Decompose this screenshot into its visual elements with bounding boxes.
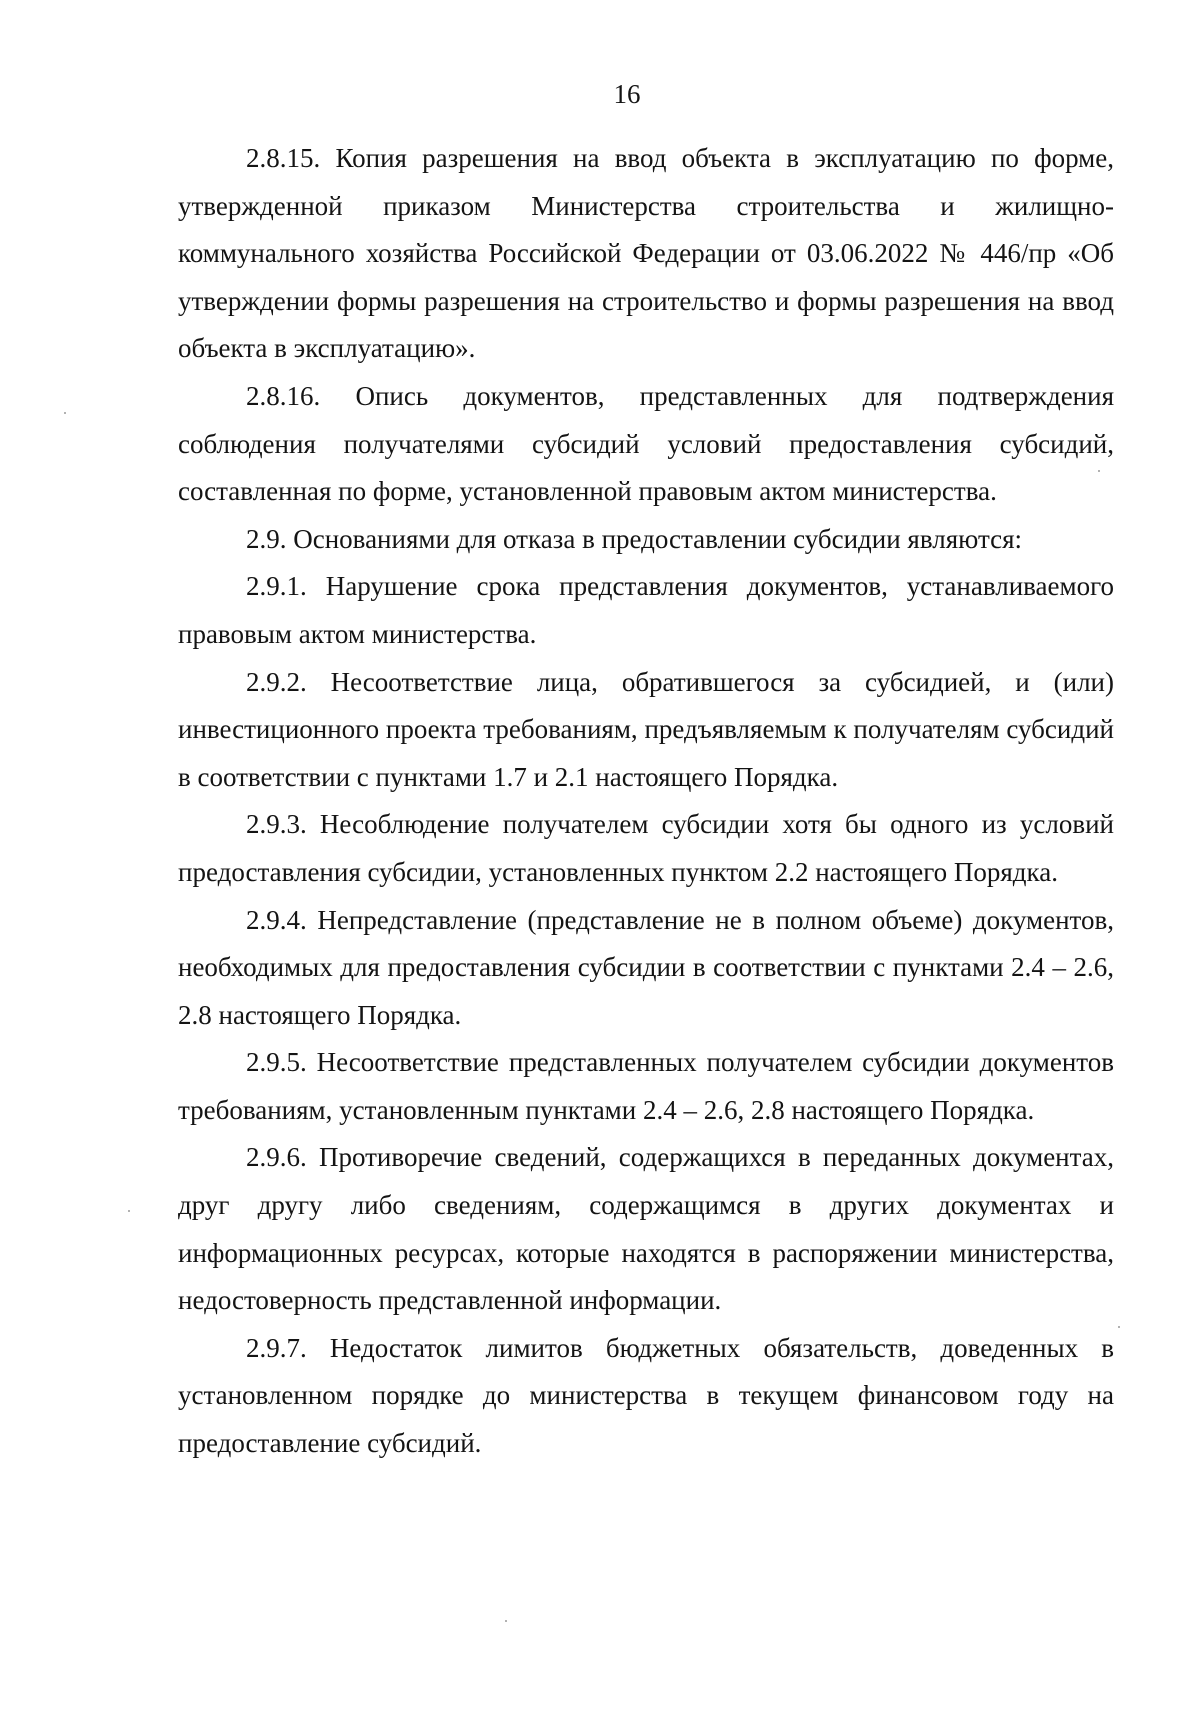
paragraph-2-9: 2.9. Основаниями для отказа в предоставлении субсидии являются:: [246, 523, 1022, 554]
paragraph-2-9-4: 2.9.4. Непредставление (представление не в полном объеме) документов, необходимых для предоставления субсидии в соответствии с пунктами 2.4 – 2.6, 2.8 настоящего Порядка.: [178, 904, 1114, 1030]
scan-speck: [128, 1210, 130, 1212]
paragraph-2-9-2: 2.9.2. Несоответствие лица, обратившегося за субсидией, и (или) инвестиционного проекта требованиям, предъявляемым к получателям субсидий в соответствии с пунктами 1.7 и 2.1 настоящего Порядка.: [178, 666, 1114, 792]
paragraph-2-9-7: 2.9.7. Недостаток лимитов бюджетных обязательств, доведенных в установленном порядке до министерства в текущем финансовом году на предоставление субсидий.: [178, 1332, 1114, 1459]
scan-speck: [1118, 1326, 1120, 1328]
document-body: [178, 135, 1114, 1468]
paragraph-2-8-15: 2.8.15. Копия разрешения на ввод объекта в эксплуатацию по форме, утвержденной приказом Министерства строительства и жилищно-коммунального хозяйства Российской Федерации от 03.06.2022 № 446/пр «Об утверждении формы разрешения на строительство и формы разрешения на ввод объекта в эксплуатацию».: [178, 143, 1114, 364]
page-number: 16: [613, 79, 641, 109]
scan-speck: [64, 412, 66, 414]
paragraph-2-9-5: 2.9.5. Несоответствие представленных получателем субсидии документов требованиям, установленным пунктами 2.4 – 2.6, 2.8 настоящего Порядка.: [178, 1047, 1114, 1125]
paragraph-2-8-16: 2.8.16. Опись документов, представленных для подтверждения соблюдения получателями субсидий условий предоставления субсидий, составленная по форме, установленной правовым актом министерства.: [178, 380, 1114, 507]
paragraph-2-9-3: 2.9.3. Несоблюдение получателем субсидии хотя бы одного из условий предоставления субсидии, установленных пунктом 2.2 настоящего Порядка.: [178, 809, 1114, 887]
scan-speck: [505, 1620, 507, 1622]
scan-speck: [1098, 470, 1100, 472]
paragraph-2-9-6: 2.9.6. Противоречие сведений, содержащихся в переданных документах, друг другу либо сведениям, содержащимся в других документах и информационных ресурсах, которые находятся в распоряжении министерства, недостоверность представленной информации.: [178, 1142, 1114, 1316]
paragraph-2-9-1: 2.9.1. Нарушение срока представления документов, устанавливаемого правовым актом министерства.: [178, 571, 1114, 649]
